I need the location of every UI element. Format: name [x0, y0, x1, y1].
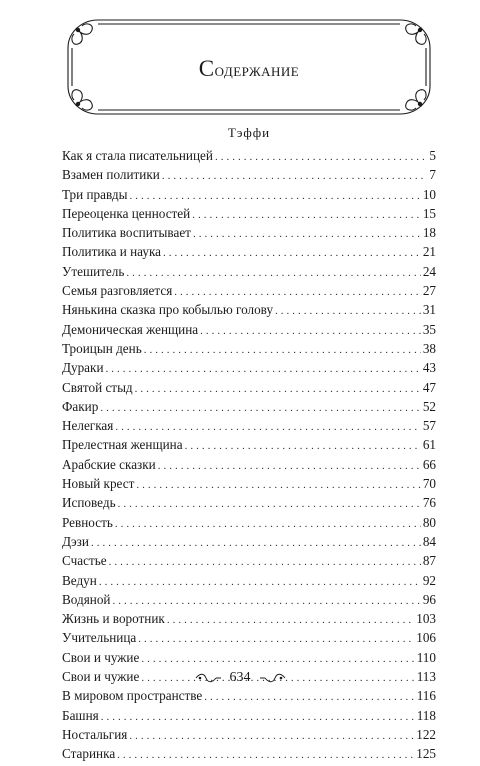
- toc-entry: [62, 744, 436, 763]
- section-heading: Тэффи: [227, 125, 271, 140]
- toc-entry-title: Утешитель: [62, 263, 125, 279]
- toc-entry-page: 96: [422, 591, 436, 607]
- toc-leader-dots: [163, 244, 421, 263]
- toc-entry: [62, 223, 436, 242]
- toc-leader-dots: [109, 553, 421, 572]
- toc-leader-dots: [192, 206, 421, 225]
- toc-leader-dots: [141, 650, 414, 669]
- toc-entry-page: 31: [422, 302, 436, 318]
- toc-entry-title: В мировом пространстве: [62, 688, 203, 704]
- toc-entry: [62, 628, 436, 647]
- toc-leader-dots: [200, 322, 421, 341]
- toc-entry-title: Жизнь и воротник: [62, 611, 165, 627]
- toc-entry: [62, 551, 436, 570]
- toc-entry: [62, 339, 436, 358]
- toc-leader-dots: [129, 727, 414, 746]
- toc-entry-page: 43: [422, 360, 436, 376]
- toc-entry-title: Счастье: [62, 553, 107, 569]
- toc-entry-title: Прелестная женщина: [62, 437, 183, 453]
- toc-entry-page: 125: [416, 746, 436, 762]
- toc-entry: [62, 609, 436, 628]
- toc-entry: [62, 185, 436, 204]
- toc-entry-title: Политика и наука: [62, 244, 162, 260]
- floral-ornament-icon: [259, 672, 287, 684]
- toc-entry-page: 35: [422, 321, 436, 337]
- toc-entry-page: 116: [416, 688, 436, 704]
- toc-entry-page: 106: [416, 630, 436, 646]
- toc-entry-page: 66: [422, 456, 436, 472]
- toc-entry-title: Старинка: [62, 746, 116, 762]
- toc-entry-page: 52: [422, 398, 436, 414]
- toc-entry-page: 10: [422, 186, 436, 202]
- toc-leader-dots: [215, 148, 427, 167]
- toc-entry: [62, 513, 436, 532]
- toc-entry-title: Водяной: [62, 591, 111, 607]
- toc-leader-dots: [193, 225, 421, 244]
- toc-leader-dots: [138, 630, 414, 649]
- toc-entry-title: Дэзи: [62, 533, 89, 549]
- toc-entry-title: Политика воспитывает: [62, 225, 191, 241]
- toc-entry-page: 21: [422, 244, 436, 260]
- toc-entry: [62, 146, 436, 165]
- toc-entry: [62, 706, 436, 725]
- toc-entry-title: Демоническая женщина: [62, 321, 199, 337]
- toc-entry-page: 76: [422, 495, 436, 511]
- floral-ornament-icon: [194, 672, 222, 684]
- toc-leader-dots: [115, 515, 421, 534]
- page-title: [62, 56, 436, 82]
- toc-entry: [62, 474, 436, 493]
- title-rest: одержание: [214, 60, 300, 81]
- toc-entry-title: Новый крест: [62, 476, 135, 492]
- toc-entry: [62, 204, 436, 223]
- toc-entry: [62, 262, 436, 281]
- toc-entry-title: Свои и чужие: [62, 649, 140, 665]
- toc-leader-dots: [158, 457, 421, 476]
- toc-entry-page: 70: [422, 476, 436, 492]
- toc-entry: [62, 493, 436, 512]
- toc-entry: [62, 300, 436, 319]
- toc-entry-page: 24: [422, 263, 436, 279]
- toc-leader-dots: [91, 534, 421, 553]
- toc-entry: [62, 378, 436, 397]
- toc-entry-page: 92: [422, 572, 436, 588]
- toc-entry: [62, 358, 436, 377]
- toc-entry-page: 27: [422, 283, 436, 299]
- toc-entry-title: Дураки: [62, 360, 104, 376]
- toc-entry-page: 113: [416, 669, 436, 685]
- toc-entry-page: 122: [416, 726, 436, 742]
- toc-entry: [62, 281, 436, 300]
- toc-leader-dots: [185, 437, 421, 456]
- toc-leader-dots: [106, 360, 421, 379]
- page-number: 634: [229, 670, 251, 685]
- toc-entry-page: 80: [422, 514, 436, 530]
- toc-leader-dots: [162, 167, 428, 186]
- toc-entry-page: 5: [429, 148, 436, 163]
- toc-entry-page: 118: [416, 707, 436, 723]
- toc-entry: [62, 590, 436, 609]
- toc-entry-title: Святой стыд: [62, 379, 133, 395]
- toc-entry-title: Башня: [62, 707, 99, 723]
- toc-entry-page: 18: [422, 225, 436, 241]
- toc-entry-title: Три правды: [62, 186, 128, 202]
- toc-entry-page: 61: [422, 437, 436, 453]
- toc-entry-page: 15: [422, 205, 436, 221]
- toc-entry-page: 103: [416, 611, 436, 627]
- toc-entry-page: 47: [422, 379, 436, 395]
- toc-entry: [62, 571, 436, 590]
- toc-entry: [62, 242, 436, 261]
- toc-entry-title: Учительница: [62, 630, 137, 646]
- toc-entry-title: Исповедь: [62, 495, 116, 511]
- toc-entry-title: Нянькина сказка про кобылью голову: [62, 302, 274, 318]
- toc-entry: [62, 686, 436, 705]
- toc-entry-title: Ревность: [62, 514, 113, 530]
- toc-entry-title: Факир: [62, 398, 99, 414]
- toc-entry-page: 38: [422, 340, 436, 356]
- toc-entry: [62, 416, 436, 435]
- toc-entry-page: 110: [416, 649, 436, 665]
- toc-leader-dots: [117, 746, 414, 765]
- toc-entry-page: 7: [429, 167, 436, 183]
- title-initial: С: [198, 56, 215, 81]
- toc-leader-dots: [275, 302, 421, 321]
- toc-leader-dots: [136, 476, 420, 495]
- toc-entry-title: Как я стала писательницей: [62, 148, 213, 163]
- toc-entry-title: Троицын день: [62, 340, 142, 356]
- toc-entry-page: 87: [422, 553, 436, 569]
- toc-entry: [62, 725, 436, 744]
- toc-entry-page: 57: [422, 418, 436, 434]
- toc-entry-title: Ностальгия: [62, 726, 128, 742]
- toc-leader-dots: [204, 688, 414, 707]
- toc-leader-dots: [144, 341, 421, 360]
- page-footer: [0, 670, 480, 686]
- toc-entry-title: Переоценка ценностей: [62, 205, 191, 221]
- toc-entry: [62, 435, 436, 454]
- toc-entry-title: Взамен политики: [62, 167, 160, 183]
- toc-leader-dots: [100, 399, 420, 418]
- toc-leader-dots: [118, 495, 421, 514]
- toc-entry-title: Арабские сказки: [62, 456, 156, 472]
- toc-entry-title: Семья разговляется: [62, 283, 173, 299]
- toc-entry-page: 84: [422, 533, 436, 549]
- toc-entry: [62, 320, 436, 339]
- toc-leader-dots: [135, 380, 421, 399]
- toc-entry: [62, 532, 436, 551]
- toc-entry-title: Ведун: [62, 572, 97, 588]
- toc-entry: [62, 397, 436, 416]
- toc-leader-dots: [167, 611, 414, 630]
- toc-entry-title: Свои и чужие: [62, 669, 140, 685]
- toc-leader-dots: [101, 708, 415, 727]
- toc-entry: [62, 648, 436, 667]
- toc-entry: [62, 455, 436, 474]
- toc-entry-title: Нелегкая: [62, 418, 114, 434]
- toc-entry: [62, 165, 436, 184]
- toc-leader-dots: [99, 573, 421, 592]
